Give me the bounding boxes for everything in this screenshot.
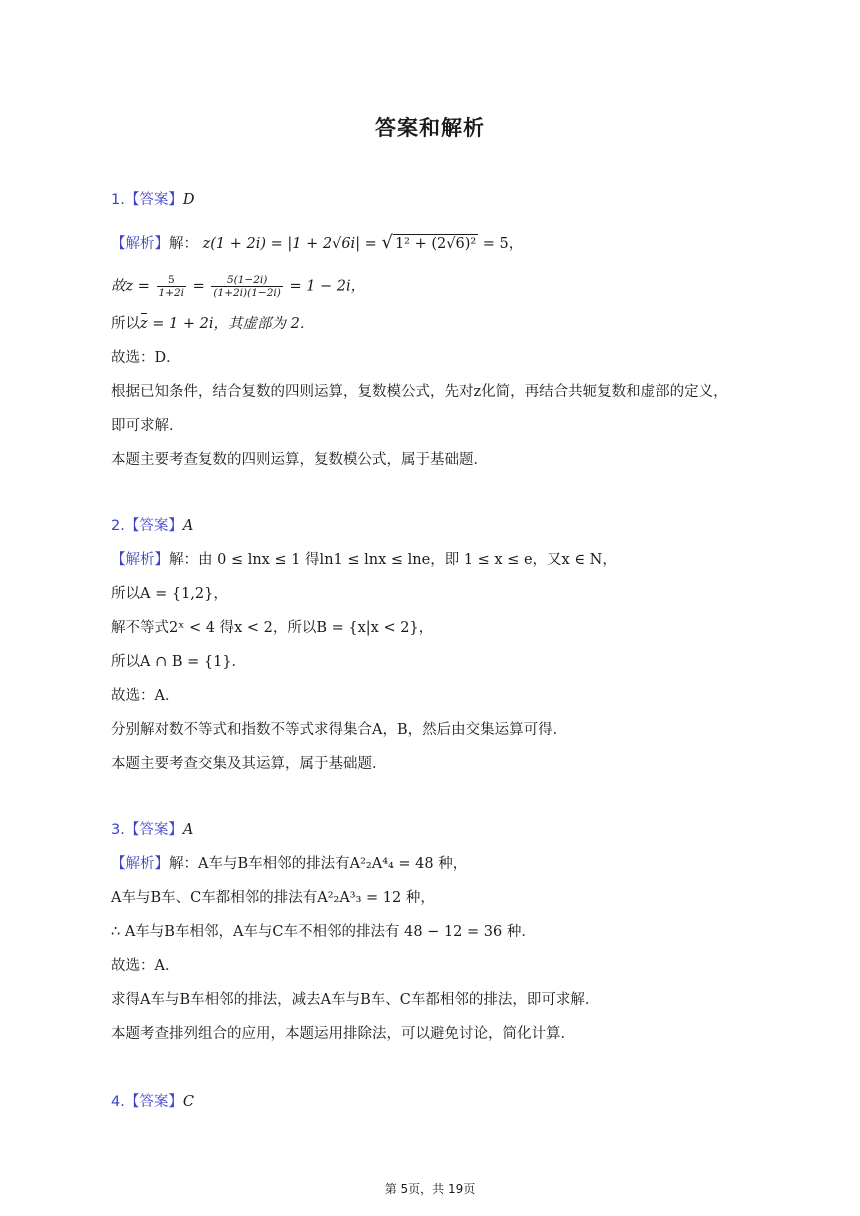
q2-answer-value: A [182,518,194,534]
q1-solution-line-3 [111,314,314,334]
q1-head-label: 1.【答案】 [111,192,183,208]
q3-head-label: 3.【答案】 [111,822,183,838]
q1-method-line-1: 根据已知条件，结合复数的四则运算，复数模公式，先对z化简，再结合共轭复数和虚部的定义， [111,384,728,400]
q2-solution-line-2: 所以A = {1,2}， [111,586,228,602]
q1-fraction-2-numerator: 5(1−2i) [211,274,282,287]
q1-fraction-2 [211,274,282,299]
q2-l1-text: 解：由 0 ≤ lnx ≤ 1 得ln1 ≤ lnx ≤ lne，即 1 ≤ x ≤ e，又x ∈ N， [169,552,617,568]
q3-answer-heading [111,820,193,840]
q3-l1-text: 解：A车与B车相邻的排法有A²₂A⁴₄ = 48 种， [169,856,468,872]
q3-choice-line: 故选：A． [111,958,180,974]
q1-choice-line: 故选：D． [111,350,181,366]
q2-head-label: 2.【答案】 [111,518,183,534]
q3-summary-line: 本题考查排列组合的应用，本题运用排除法，可以避免讨论，简化计算． [111,1026,575,1042]
q1-method-line-2: 即可求解． [111,418,184,434]
q2-solution-line-4: 所以A ∩ B = {1}． [111,654,247,670]
q1-l3-tail: = 1 + 2i，其虚部为 2． [152,316,315,332]
q1-fraction-1-numerator: 5 [157,274,187,287]
q1-summary-line: 本题主要考查复数的四则运算，复数模公式，属于基础题． [111,452,488,468]
q1-answer-heading [111,190,194,210]
q1-fraction-1-denominator: 1+2i [158,287,185,299]
page-title: 答案和解析 [375,116,485,140]
q2-method-line: 分别解对数不等式和指数不等式求得集合A，B，然后由交集运算可得． [111,722,568,738]
q1-fraction-1 [157,274,187,299]
q1-fraction-2-denominator: (1+2i)(1−2i) [213,287,281,299]
q2-solution-line-1 [111,550,617,570]
q3-solution-line-2: A车与B车、C车都相邻的排法有A²₂A³₃ = 12 种， [111,890,435,906]
q3-solution-line-3: ∴ A车与B车相邻，A车与C车不相邻的排法有 48 − 12 = 36 种． [111,924,536,940]
q1-analysis-tag: 【解析】 [111,236,169,252]
q2-choice-line: 故选：A． [111,688,180,704]
q4-answer-value: C [182,1094,194,1110]
q2-solution-line-3: 解不等式2ˣ < 4 得x < 2，所以B = {x|x < 2}， [111,620,434,636]
q1-l2-pre: 故z = [111,278,150,295]
q1-l1-tail: = 5， [482,236,524,252]
q1-answer-value: D [182,192,195,208]
q1-l2-tail: = 1 − 2i， [289,278,366,295]
q1-conjugate-z: z [140,316,148,332]
q1-l1-pre: 解： [169,236,198,252]
page-footer: 第 5页，共 19页 [384,1182,476,1196]
q4-answer-heading [111,1092,194,1112]
q3-solution-line-1 [111,854,467,874]
q3-method-line: 求得A车与B车相邻的排法，减去A车与B车、C车都相邻的排法，即可求解． [111,992,600,1008]
q2-answer-heading [111,516,193,536]
q1-l1-math: z(1 + 2i) = |1 + 2√6i| = [202,236,377,252]
q1-l1-sqrt: 1² + (2√6)² [394,236,477,252]
q1-solution-line-1 [111,233,523,254]
q2-summary-line: 本题主要考查交集及其运算，属于基础题． [111,756,387,772]
q1-l3-pre: 所以 [111,316,140,332]
q2-analysis-tag: 【解析】 [111,552,169,568]
q3-analysis-tag: 【解析】 [111,856,169,872]
q1-solution-line-2: 故z = $\frac{5}{1+2i}$ = $\frac{5(1-2i)}{(1+2i)(1-2i)}$ = 1 − 2i， [111,274,366,299]
q4-head-label: 4.【答案】 [111,1094,183,1110]
sqrt-icon: √ [381,232,393,253]
q3-answer-value: A [182,822,194,838]
